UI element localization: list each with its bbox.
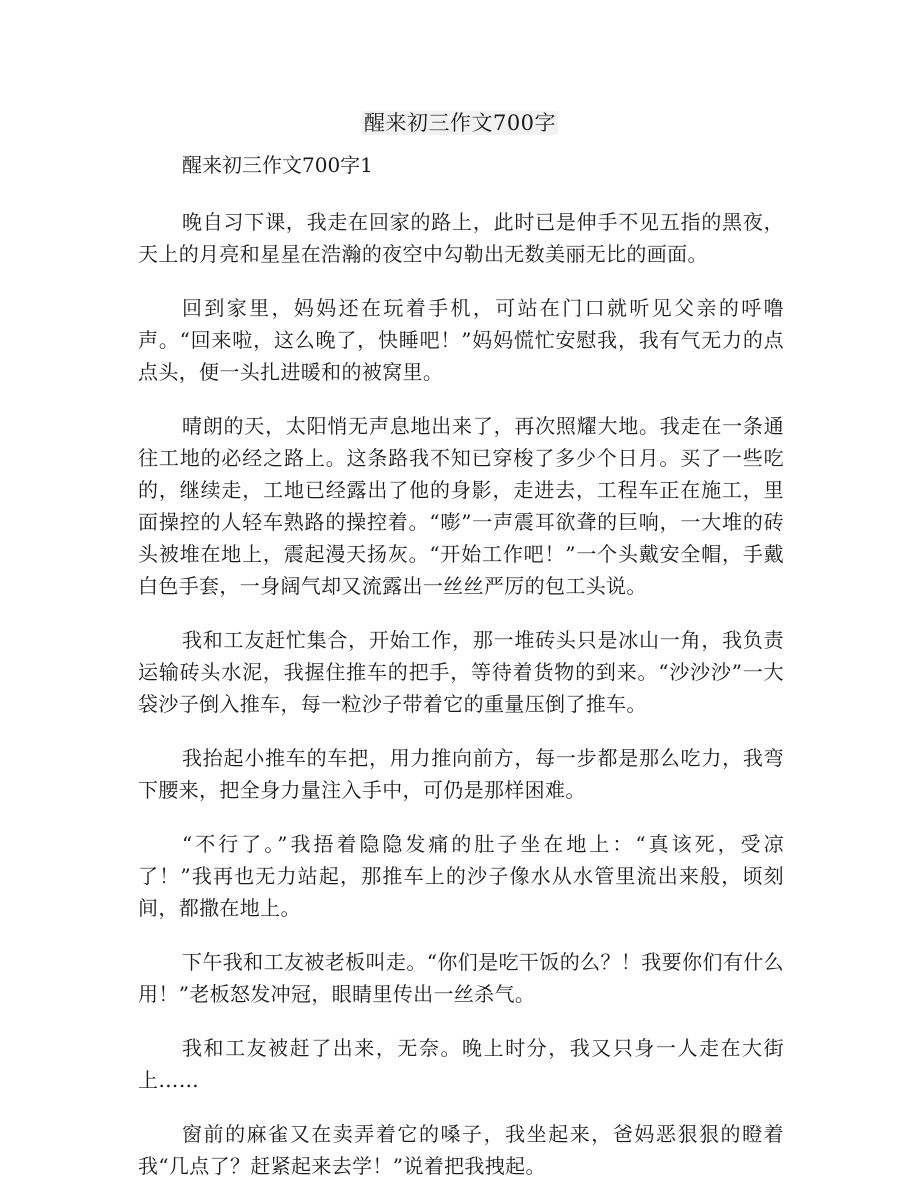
document-title-text: 醒来初三作文700字	[363, 111, 557, 135]
paragraph: 回到家里，妈妈还在玩着手机，可站在门口就听见父亲的呼噜声。“回来啦，这么晚了，快睡吧！”妈妈慌忙安慰我，我有气无力的点点头，便一头扎进暖和的被窝里。	[138, 296, 784, 384]
paragraph: 窗前的麻雀又在卖弄着它的嗓子，我坐起来，爸妈恶狠狠的瞪着我“几点了？赶紧起来去学！”说着把我拽起。	[138, 1122, 784, 1178]
essay-subtitle: 醒来初三作文700字1	[182, 153, 373, 177]
document-body	[138, 150, 784, 1204]
paragraph: 我和工友被赶了出来，无奈。晚上时分，我又只身一人走在大街上……	[138, 1036, 784, 1092]
paragraph: 下午我和工友被老板叫走。“你们是吃干饭的么？！我要你们有什么用！”老板怒发冲冠，眼睛里传出一丝杀气。	[138, 950, 784, 1006]
paragraph: “不行了。”我捂着隐隐发痛的肚子坐在地上：“真该死，受凉了！”我再也无力站起，那推车上的沙子像水从水管里流出来般，顷刻间，都撒在地上。	[138, 832, 784, 920]
paragraph: 我抬起小推车的车把，用力推向前方，每一步都是那么吃力，我弯下腰来，把全身力量注入手中，可仍是那样困难。	[138, 746, 784, 802]
paragraph: 晴朗的天，太阳悄无声息地出来了，再次照耀大地。我走在一条通往工地的必经之路上。这条路我不知已穿梭了多少个日月。买了一些吃的，继续走，工地已经露出了他的身影，走进去，工程车正在施工，里面操控的人轻车熟路的操控着。“嘭”一声震耳欲聋的巨响，一大堆的砖头被堆在地上，震起漫天扬灰。“开始工作吧！”一个头戴安全帽，手戴白色手套，一身阔气却又流露出一丝丝严厉的包工头说。	[138, 414, 784, 598]
paragraph: 晚自习下课，我走在回家的路上，此时已是伸手不见五指的黑夜，天上的月亮和星星在浩瀚的夜空中勾勒出无数美丽无比的画面。	[138, 210, 784, 266]
paragraph: 我和工友赶忙集合，开始工作，那一堆砖头只是冰山一角，我负责运输砖头水泥，我握住推车的把手，等待着货物的到来。“沙沙沙”一大袋沙子倒入推车，每一粒沙子带着它的重量压倒了推车。	[138, 628, 784, 716]
document-title	[0, 108, 920, 138]
